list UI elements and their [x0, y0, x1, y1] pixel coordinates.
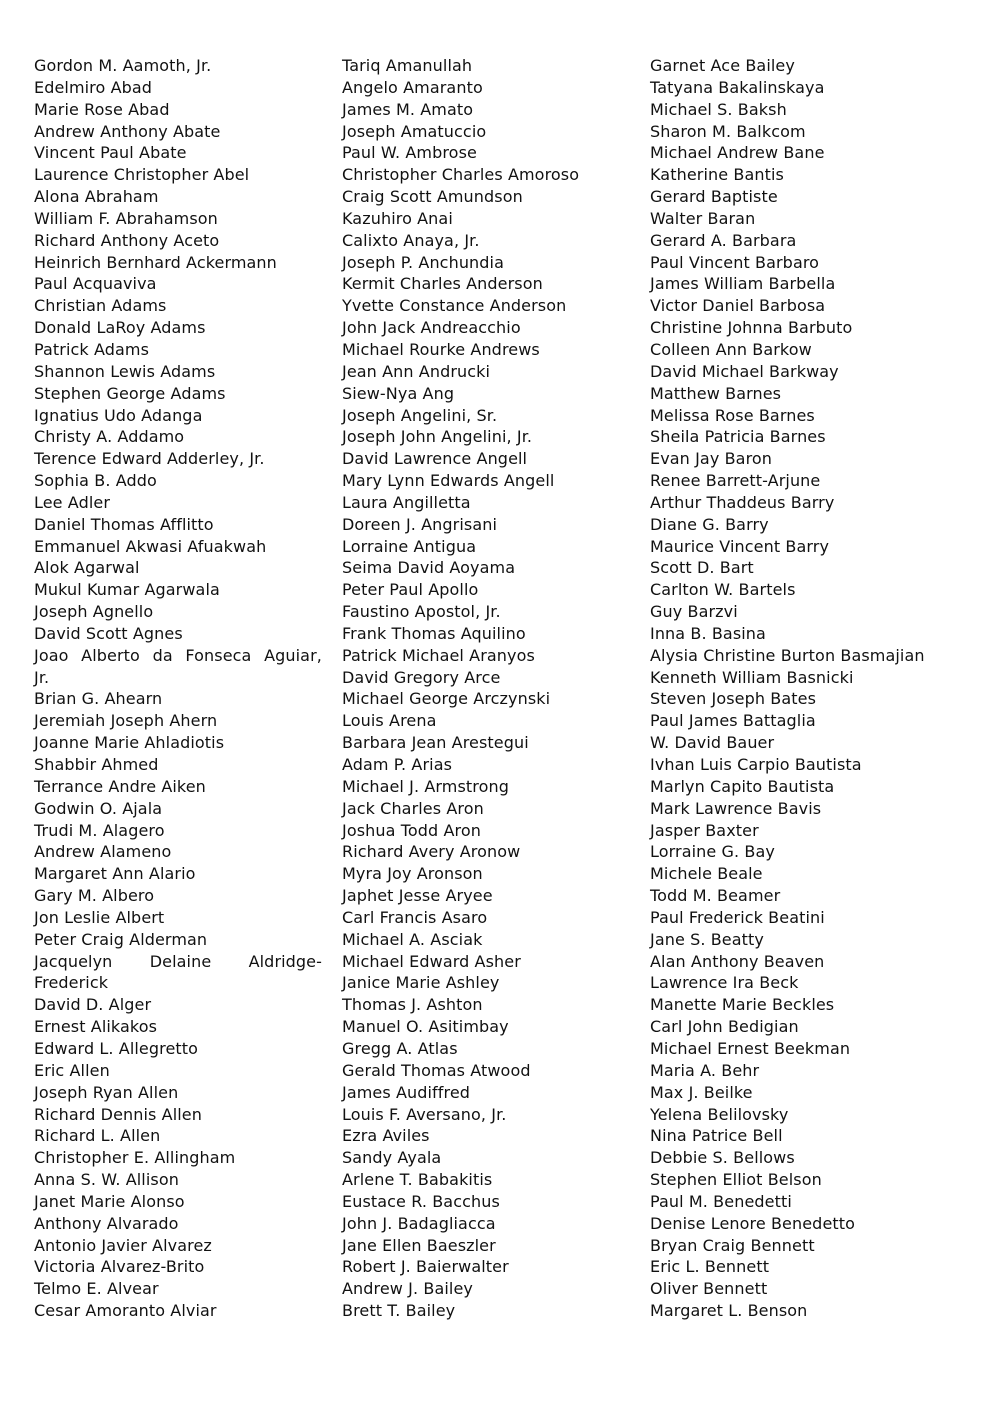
name-entry: Doreen J. Angrisani [342, 514, 498, 534]
name-entry: Brett T. Bailey [342, 1301, 456, 1321]
name-entry: Christopher Charles Amoroso [342, 165, 580, 185]
name-entry: Alan Anthony Beaven [650, 951, 825, 971]
name-entry: Victor Daniel Barbosa [650, 296, 826, 316]
name-entry: Andrew Alameno [34, 842, 172, 862]
name-entry: Anthony Alvarado [34, 1213, 179, 1233]
name-entry: Melissa Rose Barnes [650, 405, 815, 425]
name-entry: Mark Lawrence Bavis [650, 798, 822, 818]
name-entry: David Gregory Arce [342, 667, 501, 687]
name-entry: Alysia Christine Burton Basmajian [650, 645, 925, 665]
name-entry: Michael J. Armstrong [342, 776, 510, 796]
name-word: Alberto [81, 645, 140, 665]
name-entry: Ignatius Udo Adanga [34, 405, 203, 425]
name-entry: Debbie S. Bellows [650, 1148, 795, 1168]
name-entry: Stephen Elliot Belson [650, 1170, 822, 1190]
name-entry: Arlene T. Babakitis [342, 1170, 493, 1190]
name-entry [34, 951, 322, 973]
name-entry: Maria A. Behr [650, 1060, 760, 1080]
name-entry: Stephen George Adams [34, 383, 226, 403]
name-entry: Faustino Apostol, Jr. [342, 602, 501, 622]
name-entry: Donald LaRoy Adams [34, 318, 206, 338]
name-entry: Joseph John Angelini, Jr. [342, 427, 533, 447]
name-entry: Lorraine G. Bay [650, 842, 775, 862]
name-entry: Kazuhiro Anai [342, 208, 453, 228]
name-entry: James M. Amato [342, 99, 474, 119]
name-entry: Gerald Thomas Atwood [342, 1060, 531, 1080]
name-entry: Gordon M. Aamoth, Jr. [34, 56, 212, 75]
name-entry: Christopher E. Allingham [34, 1148, 236, 1168]
name-entry: Kermit Charles Anderson [342, 274, 543, 294]
name-entry: Richard Anthony Aceto [34, 230, 220, 250]
name-entry: Sophia B. Addo [34, 471, 157, 491]
name-entry: Carl Francis Asaro [342, 907, 488, 927]
name-entry: Ernest Alikakos [34, 1017, 158, 1037]
name-entry: Michael Rourke Andrews [342, 339, 540, 359]
name-entry: Renee Barrett-Arjune [650, 471, 821, 491]
name-entry: Joseph Amatuccio [342, 121, 487, 141]
name-entry: Calixto Anaya, Jr. [342, 230, 480, 250]
name-entry: Frederick [34, 973, 109, 993]
name-entry: Christine Johnna Barbuto [650, 318, 853, 338]
name-entry: Tatyana Bakalinskaya [650, 77, 825, 97]
name-entry: Jane S. Beatty [650, 929, 764, 949]
name-entry: Jack Charles Aron [342, 798, 484, 818]
name-entry: Manuel O. Asitimbay [342, 1017, 509, 1037]
name-entry: Ezra Aviles [342, 1126, 430, 1146]
name-entry: Telmo E. Alvear [34, 1279, 159, 1299]
name-entry: Christy A. Addamo [34, 427, 185, 447]
name-entry: Michael S. Baksh [650, 99, 787, 119]
name-entry: Lorraine Antigua [342, 536, 477, 556]
name-word: Aldridge- [248, 951, 322, 971]
name-entry: Sandy Ayala [342, 1148, 442, 1168]
name-entry: Victoria Alvarez-Brito [34, 1257, 205, 1277]
name-entry: Michele Beale [650, 864, 763, 884]
name-entry: Marie Rose Abad [34, 99, 170, 119]
name-entry: Manette Marie Beckles [650, 995, 835, 1015]
name-entry: Janet Marie Alonso [34, 1191, 185, 1211]
name-entry: Evan Jay Baron [650, 449, 773, 469]
name-entry: Richard Avery Aronow [342, 842, 521, 862]
name-entry: Eustace R. Bacchus [342, 1191, 500, 1211]
name-entry: Marlyn Capito Bautista [650, 776, 835, 796]
name-entry: Terence Edward Adderley, Jr. [34, 449, 265, 469]
name-entry: Yvette Constance Anderson [342, 296, 567, 316]
name-entry: Nina Patrice Bell [650, 1126, 783, 1146]
name-entry: Heinrich Bernhard Ackermann [34, 252, 277, 272]
name-entry: Laurence Christopher Abel [34, 165, 250, 185]
name-entry: Ivhan Luis Carpio Bautista [650, 755, 862, 774]
name-entry: Michael Edward Asher [342, 951, 521, 971]
name-entry: Joseph P. Anchundia [342, 252, 505, 272]
name-entry: Edelmiro Abad [34, 77, 153, 97]
name-entry: Yelena Belilovsky [650, 1104, 789, 1124]
name-entry: Jasper Baxter [650, 820, 759, 840]
name-entry: Richard L. Allen [34, 1126, 161, 1146]
name-entry: Daniel Thomas Afflitto [34, 514, 214, 534]
name-entry: Paul M. Benedetti [650, 1191, 792, 1211]
name-entry: David Lawrence Angell [342, 449, 528, 469]
name-entry: Carl John Bedigian [650, 1017, 799, 1037]
name-entry: Emmanuel Akwasi Afuakwah [34, 536, 267, 556]
name-word: Jacquelyn [34, 951, 113, 971]
name-entry: Jr. [34, 667, 50, 687]
name-entry: Colleen Ann Barkow [650, 339, 812, 359]
name-word: Joao [34, 645, 69, 665]
name-entry: Paul Vincent Barbaro [650, 252, 820, 272]
name-entry: Joseph Ryan Allen [34, 1082, 179, 1102]
name-entry [34, 645, 322, 667]
name-entry: Michael Andrew Bane [650, 143, 825, 163]
name-entry: Siew-Nya Ang [342, 383, 455, 403]
name-entry: Louis Arena [342, 711, 437, 731]
name-entry: Laura Angilletta [342, 492, 471, 512]
name-entry: Christian Adams [34, 296, 167, 316]
name-entry: Myra Joy Aronson [342, 864, 483, 884]
name-entry: Walter Baran [650, 208, 756, 228]
name-entry: David D. Alger [34, 995, 152, 1015]
name-entry: Edward L. Allegretto [34, 1038, 199, 1058]
name-entry: Antonio Javier Alvarez [34, 1235, 212, 1255]
name-entry: Mary Lynn Edwards Angell [342, 471, 555, 491]
name-word: Aguiar, [264, 645, 322, 665]
name-entry: Peter Paul Apollo [342, 580, 479, 600]
name-entry: Joseph Angelini, Sr. [342, 405, 498, 425]
name-entry: Joanne Marie Ahladiotis [34, 733, 225, 753]
name-word: Fonseca [185, 645, 252, 665]
name-entry: Craig Scott Amundson [342, 187, 523, 207]
name-entry: James Audiffred [342, 1082, 471, 1102]
name-entry: Gary M. Albero [34, 886, 155, 906]
name-entry: John J. Badagliacca [342, 1213, 496, 1233]
name-word: da [152, 645, 173, 665]
name-entry: Sharon M. Balkcom [650, 121, 806, 141]
name-entry: Gerard Baptiste [650, 187, 778, 207]
name-entry: Max J. Beilke [650, 1082, 753, 1102]
name-entry: Alok Agarwal [34, 558, 140, 578]
name-entry: Michael George Arczynski [342, 689, 551, 709]
name-entry: Gregg A. Atlas [342, 1038, 458, 1058]
name-column-3 [650, 55, 980, 1322]
name-entry: Alona Abraham [34, 187, 159, 207]
name-entry: James William Barbella [650, 274, 836, 294]
name-entry: Paul Acquaviva [34, 274, 157, 294]
name-column-1 [34, 55, 324, 1322]
name-entry: Joshua Todd Aron [342, 820, 481, 840]
name-entry: Anna S. W. Allison [34, 1170, 179, 1190]
name-entry: Guy Barzvi [650, 602, 738, 622]
name-entry: Robert J. Baierwalter [342, 1257, 509, 1277]
name-entry: Shabbir Ahmed [34, 755, 159, 774]
name-entry: Jean Ann Andrucki [342, 361, 491, 381]
name-entry: Paul James Battaglia [650, 711, 816, 731]
name-entry: Michael Ernest Beekman [650, 1038, 851, 1058]
name-entry: Joseph Agnello [34, 602, 154, 622]
name-entry: Carlton W. Bartels [650, 580, 796, 600]
name-entry: Gerard A. Barbara [650, 230, 797, 250]
name-entry: Andrew Anthony Abate [34, 121, 221, 141]
name-entry: Steven Joseph Bates [650, 689, 817, 709]
name-entry: W. David Bauer [650, 733, 775, 753]
name-entry: Margaret Ann Alario [34, 864, 196, 884]
name-entry: Terrance Andre Aiken [34, 776, 206, 796]
name-entry: Paul W. Ambrose [342, 143, 477, 163]
name-entry: Oliver Bennett [650, 1279, 768, 1299]
name-entry: Patrick Adams [34, 339, 150, 359]
name-entry: Jeremiah Joseph Ahern [34, 711, 218, 731]
name-entry: Cesar Amoranto Alviar [34, 1301, 217, 1321]
name-entry: Shannon Lewis Adams [34, 361, 216, 381]
name-entry: John Jack Andreacchio [342, 318, 521, 338]
name-entry: Lawrence Ira Beck [650, 973, 799, 993]
name-entry: Tariq Amanullah [342, 56, 473, 75]
name-entry: Scott D. Bart [650, 558, 754, 578]
name-entry: Kenneth William Basnicki [650, 667, 854, 687]
name-entry: Angelo Amaranto [342, 77, 483, 97]
name-entry: Mukul Kumar Agarwala [34, 580, 220, 600]
name-entry: Brian G. Ahearn [34, 689, 163, 709]
name-entry: Eric Allen [34, 1060, 110, 1080]
name-entry: Garnet Ace Bailey [650, 56, 795, 75]
name-entry: Godwin O. Ajala [34, 798, 163, 818]
name-entry: Richard Dennis Allen [34, 1104, 202, 1124]
name-entry: Katherine Bantis [650, 165, 784, 185]
name-entry: Vincent Paul Abate [34, 143, 187, 163]
name-entry: Matthew Barnes [650, 383, 782, 403]
name-entry: Adam P. Arias [342, 755, 453, 774]
name-entry: Denise Lenore Benedetto [650, 1213, 856, 1233]
name-entry: Diane G. Barry [650, 514, 769, 534]
name-word: Delaine [149, 951, 212, 971]
name-entry: Lee Adler [34, 492, 110, 512]
name-entry: Bryan Craig Bennett [650, 1235, 815, 1255]
name-entry: Jon Leslie Albert [34, 907, 165, 927]
name-entry: Frank Thomas Aquilino [342, 623, 526, 643]
name-column-2 [342, 55, 632, 1322]
name-entry: Inna B. Basina [650, 623, 766, 643]
name-entry: Michael A. Asciak [342, 929, 483, 949]
name-entry: David Scott Agnes [34, 623, 183, 643]
name-entry: Barbara Jean Arestegui [342, 733, 529, 753]
name-entry: Patrick Michael Aranyos [342, 645, 535, 665]
name-entry: Janice Marie Ashley [342, 973, 500, 993]
name-entry: Eric L. Bennett [650, 1257, 770, 1277]
name-entry: William F. Abrahamson [34, 208, 218, 228]
name-entry: Margaret L. Benson [650, 1301, 808, 1321]
name-entry: Thomas J. Ashton [342, 995, 483, 1015]
name-entry: Todd M. Beamer [650, 886, 781, 906]
name-entry: Paul Frederick Beatini [650, 907, 825, 927]
name-entry: Seima David Aoyama [342, 558, 516, 578]
name-entry: Trudi M. Alagero [34, 820, 165, 840]
name-entry: Arthur Thaddeus Barry [650, 492, 835, 512]
name-entry: Louis F. Aversano, Jr. [342, 1104, 507, 1124]
name-entry: Sheila Patricia Barnes [650, 427, 826, 447]
name-entry: Maurice Vincent Barry [650, 536, 830, 556]
name-entry: Japhet Jesse Aryee [342, 886, 493, 906]
name-entry: Peter Craig Alderman [34, 929, 208, 949]
name-entry: Andrew J. Bailey [342, 1279, 473, 1299]
name-entry: Jane Ellen Baeszler [342, 1235, 496, 1255]
name-entry: David Michael Barkway [650, 361, 839, 381]
